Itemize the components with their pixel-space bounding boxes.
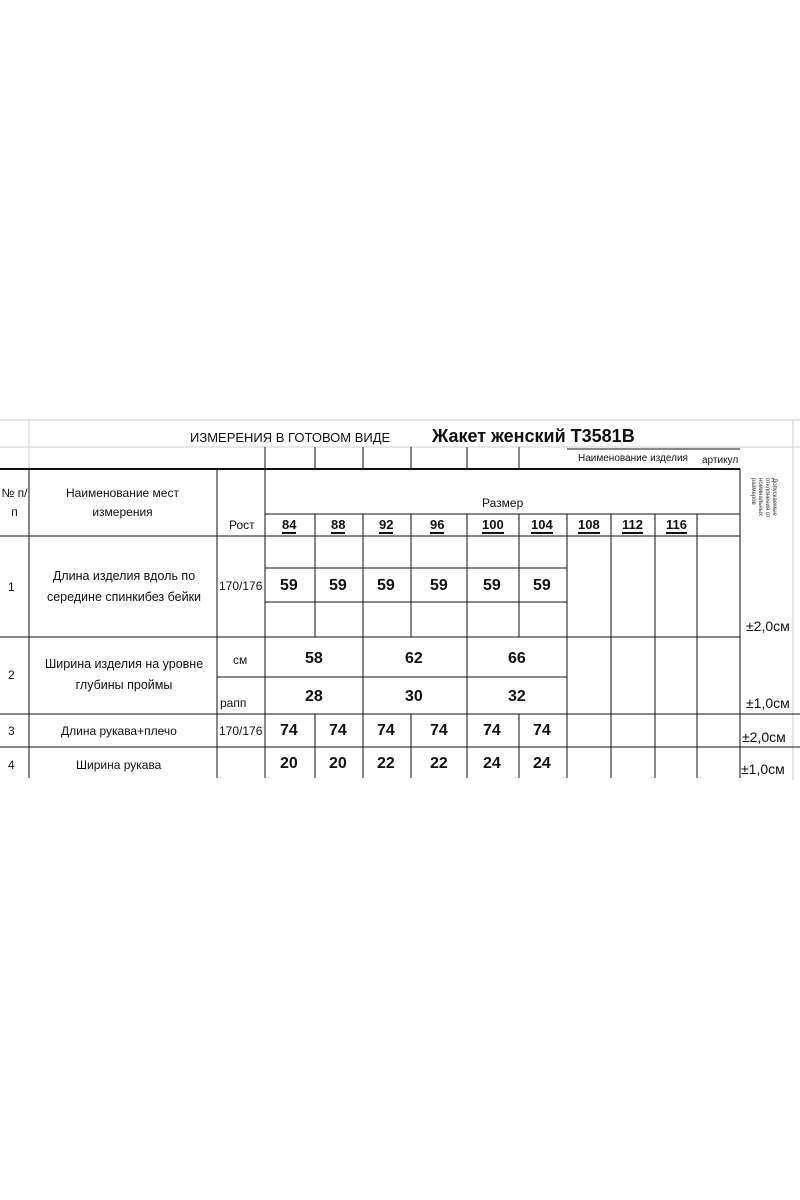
value-cell: 59: [377, 577, 395, 594]
value-cell: 74: [430, 722, 448, 739]
row-number: 1: [8, 580, 15, 594]
row-name: Длина изделия вдоль по середине спинкибез бейки: [46, 569, 202, 604]
column-place-header: Наименование мест измерения: [66, 486, 179, 519]
value-cell: 74: [533, 722, 551, 739]
value-cell: 74: [280, 722, 298, 739]
value-cell: 58: [305, 650, 323, 667]
row-unit-cm: см: [233, 653, 248, 667]
row-name: Длина рукава+плечо: [61, 724, 177, 738]
row-name: Ширина изделия на уровне глубины проймы: [44, 657, 204, 692]
tolerance-value: ±2,0см: [742, 729, 786, 745]
row-number: 4: [8, 758, 15, 772]
value-cell: 24: [483, 755, 501, 772]
column-height-header: Рост: [229, 518, 255, 532]
size-label: 96: [430, 517, 445, 532]
article-caption: артикул: [702, 455, 739, 466]
column-size-header: Размер: [482, 496, 524, 510]
size-label: 100: [482, 517, 504, 532]
value-cell: 59: [430, 577, 448, 594]
size-label: 112: [622, 517, 643, 532]
size-label: 116: [666, 517, 687, 532]
value-cell: 24: [533, 755, 551, 772]
value-cell: 74: [483, 722, 501, 739]
row-height: 170/176: [219, 579, 263, 593]
tolerance-value: ±1,0см: [746, 695, 790, 711]
value-cell: 59: [533, 577, 551, 594]
column-number-header: № п/п: [1, 486, 28, 519]
size-label: 88: [331, 517, 346, 532]
value-cell: 32: [508, 688, 526, 705]
value-cell: 22: [430, 755, 448, 772]
value-cell: 22: [377, 755, 395, 772]
value-cell: 74: [329, 722, 347, 739]
value-cell: 28: [305, 688, 323, 705]
row-number: 2: [8, 668, 15, 682]
value-cell: 20: [329, 755, 347, 772]
product-name-caption: Наименование изделия: [578, 453, 688, 464]
value-cell: 62: [405, 650, 423, 667]
value-cell: 30: [405, 688, 423, 705]
value-cell: 59: [280, 577, 298, 594]
value-cell: 20: [280, 755, 298, 772]
measurement-title: ИЗМЕРЕНИЯ В ГОТОВОМ ВИДЕ: [190, 430, 391, 445]
value-cell: 74: [377, 722, 395, 739]
size-label: 84: [282, 517, 297, 532]
row-height: 170/176: [219, 724, 263, 738]
value-cell: 66: [508, 650, 526, 667]
value-cell: 59: [329, 577, 347, 594]
row-number: 3: [8, 724, 15, 738]
row-unit-rapp: рапп: [220, 696, 247, 710]
value-cell: 59: [483, 577, 501, 594]
size-label: 92: [379, 517, 394, 532]
size-label: 108: [578, 517, 600, 532]
row-name: Ширина рукава: [76, 758, 162, 772]
tolerance-header: Допускаемые отклонения от номинальных размеров: [750, 478, 777, 518]
product-title: Жакет женский Т3581В: [432, 426, 635, 446]
size-label: 104: [531, 517, 553, 532]
tolerance-value: ±1,0см: [741, 761, 785, 777]
tolerance-value: ±2,0см: [746, 618, 790, 634]
